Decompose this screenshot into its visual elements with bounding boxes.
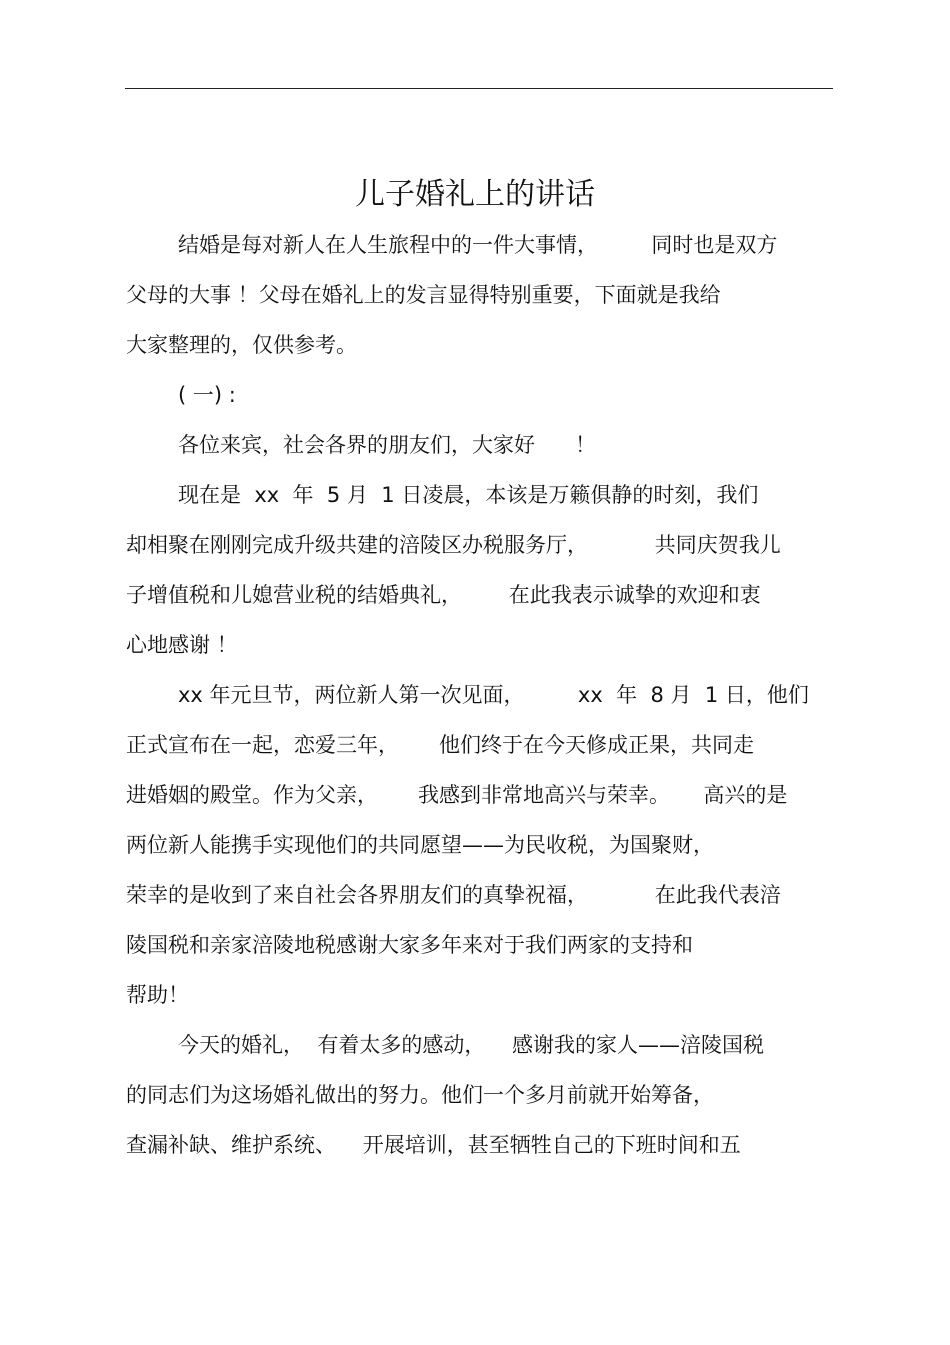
- body-line: 今天的婚礼， 有着太多的感动， 感谢我的家人——涪陵国税: [178, 1033, 765, 1057]
- body-line: 查漏补缺、维护系统、 开展培训，甚至牺牲自己的下班时间和五: [126, 1133, 741, 1157]
- body-line: 大家整理的，仅供参考。: [126, 333, 357, 357]
- body-line: 正式宣布在一起，恋爱三年， 他们终于在今天修成正果，共同走: [126, 733, 755, 757]
- body-line: 帮助！: [126, 983, 189, 1007]
- body-line: 父母的大事 ！父母在婚礼上的发言显得特别重要，下面就是我给: [126, 283, 721, 307]
- body-line: xx 年元旦节，两位新人第一次见面， xx 年 8 月 1 日，他们: [178, 683, 809, 707]
- body-line: 进婚姻的殿堂。作为父亲， 我感到非常地高兴与荣幸。 高兴的是: [126, 783, 788, 807]
- body-line: 心地感谢 ！: [126, 633, 238, 657]
- body-line: 结婚是每对新人在人生旅程中的一件大事情， 同时也是双方: [178, 233, 778, 257]
- body-line: 荣幸的是收到了来自社会各界朋友们的真挚祝福， 在此我代表涪: [126, 883, 781, 907]
- header-rule: [125, 88, 833, 89]
- body-line: 却相聚在刚刚完成升级共建的涪陵区办税服务厅， 共同庆贺我儿: [126, 533, 781, 557]
- body-line: 两位新人能携手实现他们的共同愿望——为民收税，为国聚财，: [126, 833, 714, 857]
- section-heading: ( 一) :: [178, 383, 236, 407]
- body-line: 各位来宾，社会各界的朋友们，大家好 ！: [178, 433, 597, 457]
- body-line: 的同志们为这场婚礼做出的努力。他们一个多月前就开始筹备，: [126, 1083, 714, 1107]
- body-line: 子增值税和儿媳营业税的结婚典礼， 在此我表示诚挚的欢迎和衷: [126, 583, 761, 607]
- body-line: 陵国税和亲家涪陵地税感谢大家多年来对于我们两家的支持和: [126, 933, 693, 957]
- document-title: 儿子婚礼上的讲话: [355, 177, 595, 212]
- body-line: 现在是 xx 年 5 月 1 日凌晨，本该是万籁俱静的时刻，我们: [178, 483, 759, 507]
